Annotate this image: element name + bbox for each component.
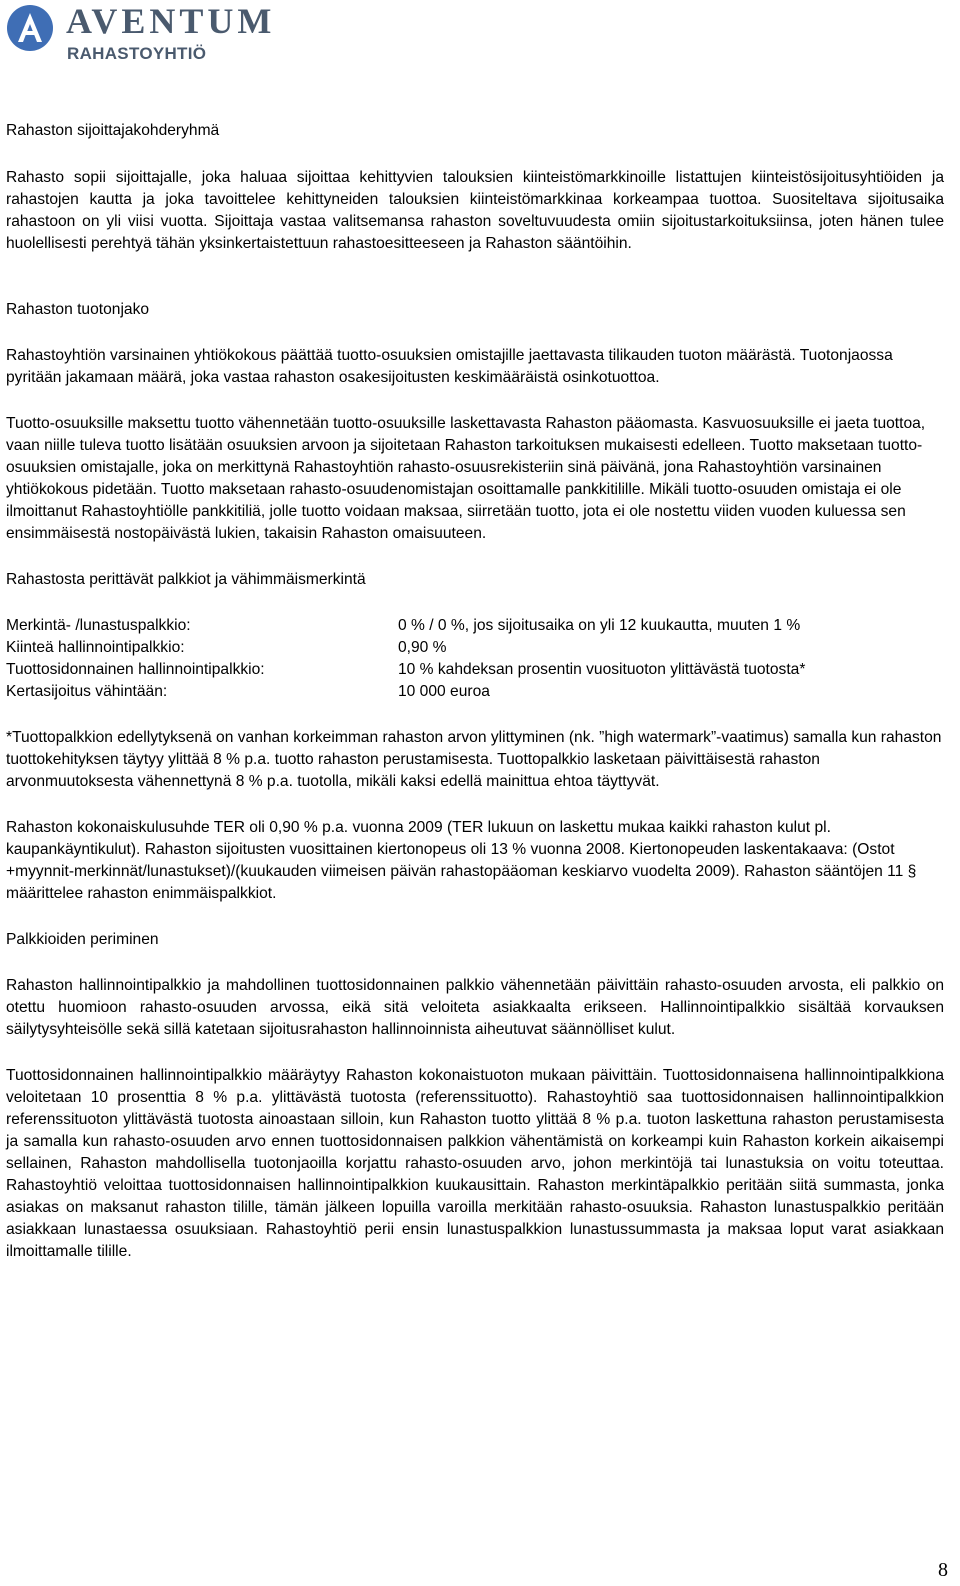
fees-row <box>6 615 944 637</box>
heading-target-group: Rahaston sijoittajakohderyhmä <box>6 122 220 139</box>
heading-fee-collection: Palkkioiden periminen <box>6 931 159 948</box>
fees-row <box>6 681 944 703</box>
fees-row <box>6 637 944 659</box>
logo-name: AVENTUM <box>66 1 276 41</box>
fees-row <box>6 659 944 681</box>
fee-label: Kiinteä hallinnointipalkkio: <box>6 639 185 656</box>
collection-paragraph-1: Rahaston hallinnointipalkkio ja mahdollinen tuottosidonnainen palkkio vähennetään päivittäin rahasto-osuuden arvosta, eli palkkio on otettu huomioon rahasto-osuuden arvossa, eikä sitä veloiteta asiakkaalta erikseen. Hallinnointipalkkio sisältää korvauksen säilytysyhteisölle sekä sillä katetaan sijoitusrahaston hallinnoinnista aiheutuvat säännölliset kulut. <box>6 977 944 1038</box>
fee-label: Tuottosidonnainen hallinnointipalkkio: <box>6 661 265 678</box>
fee-value: 10 % kahdeksan prosentin vuosituoton ylittävästä tuotosta* <box>398 661 806 678</box>
fee-label: Kertasijoitus vähintään: <box>6 683 168 700</box>
document-body <box>6 120 944 1263</box>
fee-value: 0 % / 0 %, jos sijoitusaika on yli 12 kuukautta, muuten 1 % <box>398 617 801 634</box>
fee-value: 0,90 % <box>398 639 447 656</box>
heading-distribution: Rahaston tuotonjako <box>6 301 150 318</box>
ter-paragraph: Rahaston kokonaiskulusuhde TER oli 0,90 % p.a. vuonna 2009 (TER lukuun on laskettu mukaa kaikki rahaston kulut pl. kaupankäyntikulut). Rahaston sijoitusten vuosittainen kiertonopeus oli 13 % vuonna 2008. Kiertonopeuden laskentakaava: (Ostot +myynnit-merkinnät/lunastukset)/(kuukauden viimeisen päivän rahastopääoman keskiarvo vuodelta 2009). Rahaston sääntöjen 11 § määrittelee rahaston enimmäispalkkiot. <box>6 819 917 902</box>
target-group-paragraph: Rahasto sopii sijoittajalle, joka haluaa sijoittaa kehittyvien talouksien kiinteistömarkkinoille listattujen kiinteistösijoitusyhtiöiden ja rahastojen kautta ja joka tavoittelee kehittyneiden talouksien kiinteistömarkkinaa korkeampaa tuottoa. Suositeltava sijoitusaika rahastoon on yli viisi vuotta. Sijoittaja vastaa valitsemansa rahaston soveltuvuudesta omiin sijoitustarkoituksiinsa, joten hänen tulee huolellisesti perehtyä tähän yksinkertaistettuun rahastoesitteeseen ja Rahaston sääntöihin. <box>6 169 944 252</box>
aventum-a-logo-icon <box>6 4 54 52</box>
logo-subtitle: RAHASTOYHTIÖ <box>67 44 207 63</box>
fee-label: Merkintä- /lunastuspalkkio: <box>6 617 191 634</box>
collection-paragraph-2: Tuottosidonnainen hallinnointipalkkio määräytyy Rahaston kokonaistuoton mukaan päivittäin. Tuottosidonnaisena hallinnointipalkkiona veloitetaan 10 prosenttia 8 % p.a. ylittävästä tuotosta (referenssituotto). Rahastoyhtiö saa tuottosidonnaisen hallinnointipalkkion referenssituoton ylittävästä tuotosta ainoastaan silloin, kun Rahaston tuotto ylittää 8 % p.a. tuoton laskettuna rahaston perustamisesta ja samalla kun rahasto-osuuden arvo ennen tuottosidonnaisen palkkion vähentämistä on korkeampi kuin Rahaston korkein aikaisempi sellainen, Rahaston mahdollisella tuotonjaoilla korjattu rahasto-osuuden arvo, johon merkintöjä tai lunastuksia on voitu toteuttaa. Rahastoyhtiö veloittaa tuottosidonnaisen hallinnointipalkkion kuukausittain. Rahaston merkintäpalkkio peritään siitä summasta, jonka asiakas on maksanut rahaston tilille, tämän jälkeen lopuilla varoilla merkitään rahasto-osuuksia. Rahaston lunastuspalkkio peritään asiakkaan lunastaessa osuuksiaan. Rahastoyhtiö perii ensin lunastuspalkkion lunastussummasta ja maksaa loput varat asiakkaan ilmoittamalle tilille. <box>6 1067 944 1260</box>
fee-value: 10 000 euroa <box>398 683 490 700</box>
distribution-paragraph-2: Tuotto-osuuksille maksettu tuotto vähennetään tuotto-osuuksille laskettavasta Rahaston pääomasta. Kasvuosuuksille ei jaeta tuottoa, vaan niille tuleva tuotto lisätään osuuksien arvoon ja sijoitetaan Rahaston tarkoituksen mukaisesti edelleen. Tuotto maksetaan tuotto-osuuksien omistajalle, joka on merkittynä Rahastoyhtiön rahasto-osuusrekisteriin sinä päivänä, jona Rahastoyhtiön varsinainen yhtiökokous pidetään. Tuotto maksetaan rahasto-osuudenomistajan osoittamalle pankkitilille. Mikäli tuotto-osuuden omistaja ei ole ilmoittanut Rahastoyhtiölle pankkitiliä, jolle tuotto voidaan maksaa, siirretään tuotto, jota ei ole nostettu viiden vuoden kuluessa sen ensimmäisestä nostopäivästä lukien, takaisin Rahaston omaisuuteen. <box>6 415 926 542</box>
page-number: 8 <box>938 1559 948 1581</box>
heading-fees: Rahastosta perittävät palkkiot ja vähimmäismerkintä <box>6 571 366 588</box>
fees-table <box>6 615 944 703</box>
aventum-logo <box>6 1 306 66</box>
fees-footnote: *Tuottopalkkion edellytyksenä on vanhan korkeimman rahaston arvon ylittyminen (nk. ”high watermark”-vaatimus) samalla kun rahaston tuottokehityksen täytyy ylittää 8 % p.a. tuotto rahaston perustamisesta. Tuottopalkkio lasketaan päivittäisestä rahaston arvonmuutoksesta vähennettynä 8 % p.a. tuotolla, mikäli kaksi edellä mainittua ehtoa täyttyvät. <box>6 729 942 790</box>
distribution-paragraph-1: Rahastoyhtiön varsinainen yhtiökokous päättää tuotto-osuuksien omistajille jaettavasta tilikauden tuoton määrästä. Tuotonjaossa pyritään jakamaan määrä, joka vastaa rahaston osakesijoitusten keskimääräistä osinkotuottoa. <box>6 347 893 386</box>
